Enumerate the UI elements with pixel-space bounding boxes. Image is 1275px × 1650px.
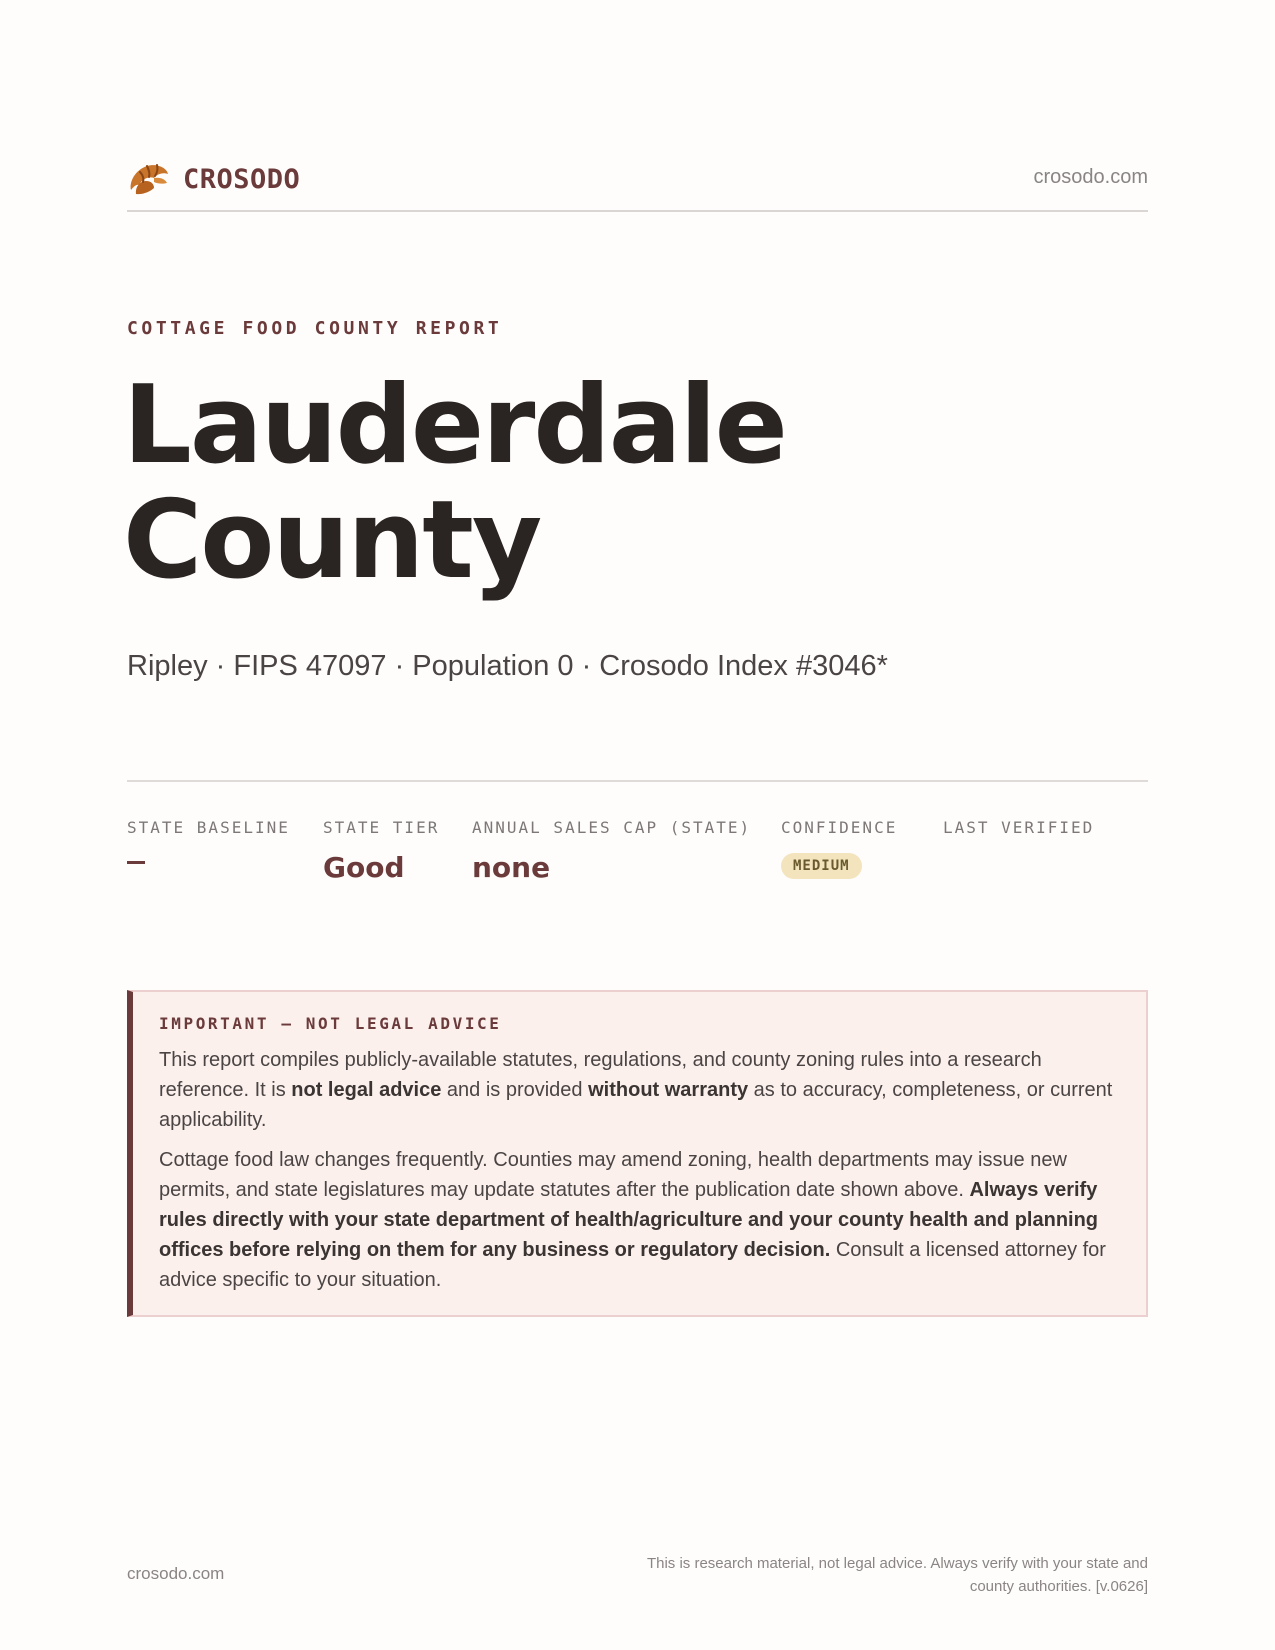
report-eyebrow: COTTAGE FOOD COUNTY REPORT — [127, 318, 503, 339]
notice-paragraph-1 — [159, 1045, 1120, 1135]
croissant-icon — [127, 160, 171, 198]
stat-annual-sales-cap — [472, 818, 751, 884]
county-subtitle: Ripley · FIPS 47097 · Population 0 · Crosodo Index #3046* — [127, 650, 888, 682]
brand[interactable] — [127, 160, 300, 198]
stat-confidence — [781, 818, 897, 879]
notice-text: This report compiles publicly-available statutes, regulations, and county zoning rules into a research reference. It is — [159, 1049, 1042, 1101]
page-title — [123, 363, 786, 603]
stat-value-dash — [127, 861, 145, 864]
notice-text: as to accuracy, completeness, or current applicability. — [159, 1079, 1113, 1131]
stat-last-verified — [943, 818, 1094, 851]
legal-notice — [127, 990, 1148, 1317]
stat-label: LAST VERIFIED — [943, 818, 1095, 837]
stat-state-baseline — [127, 818, 290, 864]
title-line-1: Lauderdale — [123, 363, 786, 488]
notice-text: Consult a licensed attorney for advice specific to your situation. — [159, 1239, 1106, 1291]
notice-title: IMPORTANT — NOT LEGAL ADVICE — [159, 1014, 502, 1033]
notice-emphasis: without warranty — [588, 1079, 749, 1101]
stat-value: none — [472, 851, 551, 884]
stat-value: Good — [323, 851, 405, 884]
report-page — [123, 0, 1148, 1650]
title-line-2: County — [123, 478, 541, 603]
stat-label: CONFIDENCE — [781, 818, 898, 837]
stat-label: ANNUAL SALES CAP (STATE) — [472, 818, 752, 837]
confidence-badge: MEDIUM — [781, 853, 862, 879]
notice-paragraph-2 — [159, 1145, 1120, 1295]
stats-row — [127, 780, 1148, 912]
notice-emphasis: Always verify rules directly with your state department of health/agriculture and your county health and planning offices before relying on them for any business or regulatory decision. — [159, 1179, 1099, 1261]
notice-emphasis: not legal advice — [291, 1079, 442, 1101]
footer-url[interactable]: crosodo.com — [127, 1564, 225, 1583]
header-url[interactable]: crosodo.com — [1033, 166, 1148, 188]
notice-text: Cottage food law changes frequently. Counties may amend zoning, health departments may issue new permits, and state legislatures may update statutes after the publication date shown above. — [159, 1149, 1067, 1201]
stat-label: STATE BASELINE — [127, 818, 290, 837]
brand-name: CROSODO — [183, 163, 301, 195]
stat-label: STATE TIER — [323, 818, 440, 837]
notice-text: and is provided — [441, 1079, 589, 1101]
page-header — [127, 160, 1148, 212]
stat-state-tier — [323, 818, 439, 884]
footer-disclaimer: This is research material, not legal advice. Always verify with your state and county authorities. [v.0626] — [646, 1555, 1148, 1595]
